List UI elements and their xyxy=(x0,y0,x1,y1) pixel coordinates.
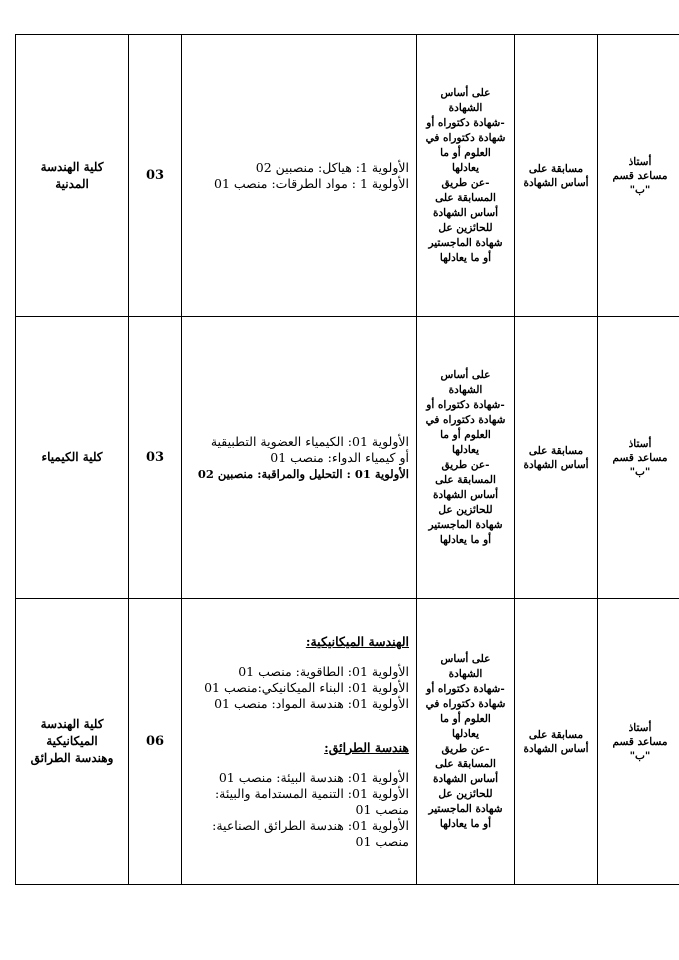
condition-line: شهادة الماجستير xyxy=(428,518,503,531)
table-row xyxy=(16,317,679,599)
table-row xyxy=(16,35,679,317)
positions-count: 03 xyxy=(129,35,182,317)
recruitment-mode-cell xyxy=(515,317,598,599)
condition-line: يعادلها xyxy=(451,727,480,740)
grade-line: مساعد قسم xyxy=(612,169,668,182)
recruitment-mode-cell xyxy=(515,35,598,317)
specialty-line: الأولوية 01: البناء الميكانيكي:منصب 01 xyxy=(204,679,409,695)
conditions-cell xyxy=(417,35,515,317)
specialty-line: أو كيمياء الدواء: منصب 01 xyxy=(270,449,409,465)
mode-line: أساس الشهادة xyxy=(523,742,589,755)
specialty-line: الأولوية 1: هياكل: منصبين 02 xyxy=(255,159,409,175)
faculty-line: كلية الكيمياء xyxy=(41,450,103,464)
mode-line: أساس الشهادة xyxy=(523,458,589,471)
condition-line: على أساس xyxy=(440,368,491,381)
mode-line: مسابقة على xyxy=(528,162,584,175)
spacer xyxy=(189,756,409,770)
specialties-cell xyxy=(182,35,417,317)
faculty-cell xyxy=(16,35,129,317)
condition-line: الشهادة xyxy=(448,383,483,396)
condition-line: أو ما يعادلها xyxy=(439,817,492,830)
recruitment-table xyxy=(15,34,679,885)
grade-cell xyxy=(598,599,679,885)
condition-line: الشهادة xyxy=(448,667,483,680)
condition-line: يعادلها xyxy=(451,443,480,456)
condition-line: للحائزين عل xyxy=(438,221,493,234)
condition-line: -عن طريق xyxy=(441,176,490,189)
condition-line: على أساس xyxy=(440,86,491,99)
faculty-cell xyxy=(16,317,129,599)
spacer xyxy=(189,726,409,740)
condition-line: شهادة الماجستير xyxy=(428,802,503,815)
condition-line: العلوم أو ما xyxy=(440,712,491,725)
specialty-line: الأولوية 1 : مواد الطرقات: منصب 01 xyxy=(214,175,409,191)
condition-line: شهادة الماجستير xyxy=(428,236,503,249)
conditions-cell xyxy=(417,317,515,599)
specialty-line: الأولوية 01: الكيمياء العضوية التطبيقية xyxy=(210,433,409,449)
condition-line: العلوم أو ما xyxy=(440,146,491,159)
positions-count: 03 xyxy=(129,317,182,599)
grade-line: مساعد قسم xyxy=(612,735,668,748)
section-title: هندسة الطرائق: xyxy=(324,739,409,755)
condition-line: شهادة دكتوراه في xyxy=(425,131,506,144)
specialties-cell xyxy=(182,317,417,599)
condition-line: المسابقة على xyxy=(435,191,496,204)
mode-line: مسابقة على xyxy=(528,444,584,457)
specialty-line: منصب 01 xyxy=(355,801,409,817)
condition-line: -شهادة دكتوراه أو xyxy=(426,116,505,129)
positions-count: 06 xyxy=(129,599,182,885)
grade-line: "ب" xyxy=(629,183,651,196)
conditions-cell xyxy=(417,599,515,885)
faculty-line: الميكانيكية xyxy=(46,734,98,748)
faculty-line: وهندسة الطرائق xyxy=(30,751,114,765)
grade-cell xyxy=(598,35,679,317)
section-title: الهندسة الميكانيكية: xyxy=(305,633,409,649)
specialty-line: الأولوية 01: هندسة البيئة: منصب 01 xyxy=(218,769,409,785)
grade-line: أستاذ xyxy=(628,721,652,734)
condition-line: أساس الشهادة xyxy=(432,488,499,501)
condition-line: -شهادة دكتوراه أو xyxy=(426,398,505,411)
faculty-line: كلية الهندسة xyxy=(40,159,104,174)
specialty-line: الأولوية 01: هندسة الطرائق الصناعية: xyxy=(212,817,409,833)
condition-line: يعادلها xyxy=(451,161,480,174)
condition-line: للحائزين عل xyxy=(438,503,493,516)
specialties-cell xyxy=(182,599,417,885)
grade-line: "ب" xyxy=(629,465,651,478)
grade-line: مساعد قسم xyxy=(612,451,668,464)
condition-line: أو ما يعادلها xyxy=(439,251,492,264)
specialty-line: منصب 01 xyxy=(355,833,409,849)
grade-line: أستاذ xyxy=(628,437,652,450)
table-row xyxy=(16,599,679,885)
specialty-line: الأولوية 01 : التحليل والمراقبة: منصبين 02 xyxy=(197,466,409,481)
faculty-cell xyxy=(16,599,129,885)
condition-line: -عن طريق xyxy=(441,742,490,755)
recruitment-mode-cell xyxy=(515,599,598,885)
condition-line: أساس الشهادة xyxy=(432,772,499,785)
condition-line: الشهادة xyxy=(448,101,483,114)
specialty-line: الأولوية 01: هندسة المواد: منصب 01 xyxy=(214,695,409,711)
condition-line: المسابقة على xyxy=(435,473,496,486)
condition-line: شهادة دكتوراه في xyxy=(425,413,506,426)
specialty-line: الأولوية 01: الطاقوية: منصب 01 xyxy=(238,663,409,679)
condition-line: -شهادة دكتوراه أو xyxy=(426,682,505,695)
mode-line: أساس الشهادة xyxy=(523,176,589,189)
condition-line: شهادة دكتوراه في xyxy=(425,697,506,710)
condition-line: أو ما يعادلها xyxy=(439,533,492,546)
condition-line: العلوم أو ما xyxy=(440,428,491,441)
spacer xyxy=(189,650,409,664)
faculty-line: كلية الهندسة xyxy=(40,717,104,731)
spacer xyxy=(189,712,409,726)
faculty-line: المدنية xyxy=(55,176,89,191)
condition-line: للحائزين عل xyxy=(438,787,493,800)
condition-line: أساس الشهادة xyxy=(432,206,499,219)
condition-line: المسابقة على xyxy=(435,757,496,770)
grade-line: أستاذ xyxy=(628,155,652,168)
condition-line: -عن طريق xyxy=(441,458,490,471)
condition-line: على أساس xyxy=(440,652,491,665)
grade-line: "ب" xyxy=(629,749,651,762)
mode-line: مسابقة على xyxy=(528,728,584,741)
specialty-line: الأولوية 01: التنمية المستدامة والبيئة: xyxy=(214,785,409,801)
grade-cell xyxy=(598,317,679,599)
